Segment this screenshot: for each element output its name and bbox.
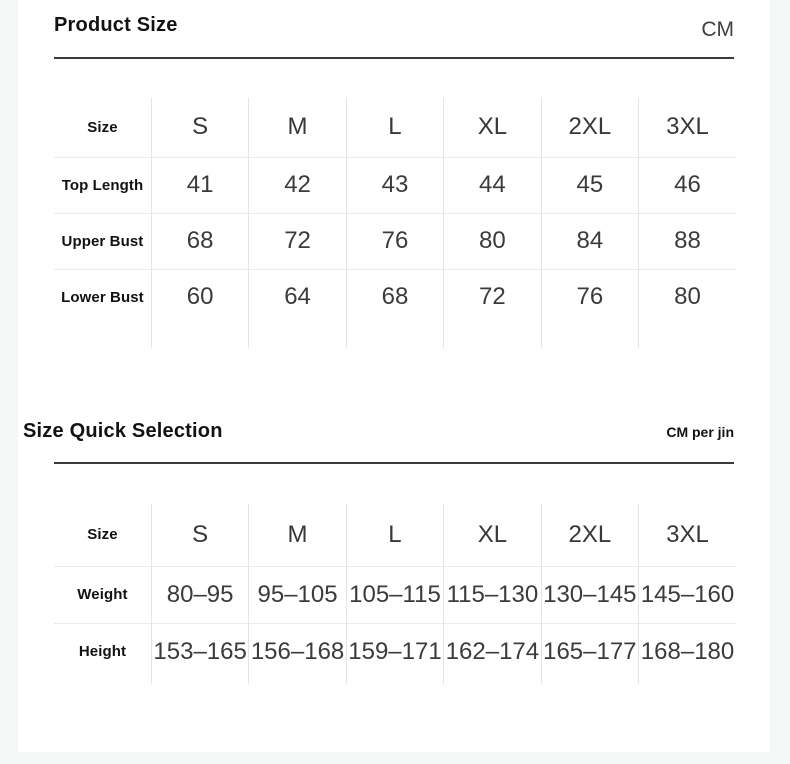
table-spacer-row <box>54 680 736 684</box>
cell-value: 115–130 <box>444 566 541 623</box>
cell-value: 46 <box>639 157 736 213</box>
cell-value: 76 <box>541 269 638 325</box>
spacer-cell <box>541 325 638 348</box>
cell-value: 68 <box>151 213 248 269</box>
spacer-cell <box>346 325 443 348</box>
size-column-header: L <box>346 504 443 566</box>
row-label: Upper Bust <box>54 213 151 269</box>
cell-value: 80 <box>639 269 736 325</box>
spacer-cell <box>151 325 248 348</box>
size-quick-selection-table <box>54 504 736 684</box>
size-column-header: 3XL <box>639 98 736 157</box>
cell-value: 64 <box>249 269 346 325</box>
table-header-row <box>54 98 736 157</box>
table-row <box>54 213 736 269</box>
cell-value: 68 <box>346 269 443 325</box>
unit-label-cm-per-jin: CM per jin <box>666 424 734 440</box>
cell-value: 80–95 <box>151 566 248 623</box>
size-column-header: S <box>151 98 248 157</box>
size-column-header: M <box>249 98 346 157</box>
row-label: Top Length <box>54 157 151 213</box>
cell-value: 145–160 <box>639 566 736 623</box>
title-underline-product-size <box>54 57 734 59</box>
row-label: Height <box>54 623 151 680</box>
size-header-label: Size <box>87 526 118 544</box>
table-row <box>54 157 736 213</box>
cell-value: 42 <box>249 157 346 213</box>
spacer-cell <box>639 680 736 684</box>
spacer-cell <box>151 680 248 684</box>
size-header-label: Size <box>87 118 118 136</box>
size-column-header: L <box>346 98 443 157</box>
cell-value: 80 <box>444 213 541 269</box>
size-column-header: S <box>151 504 248 566</box>
row-label: Lower Bust <box>54 269 151 325</box>
row-label: Weight <box>54 566 151 623</box>
cell-value: 88 <box>639 213 736 269</box>
table-row <box>54 623 736 680</box>
table-row <box>54 269 736 325</box>
spacer-cell <box>346 680 443 684</box>
cell-value: 60 <box>151 269 248 325</box>
cell-value: 45 <box>541 157 638 213</box>
cell-value: 159–171 <box>346 623 443 680</box>
table-row <box>54 566 736 623</box>
size-column-header: XL <box>444 98 541 157</box>
product-size-table <box>54 98 736 348</box>
spacer-cell <box>249 325 346 348</box>
size-chart-panel <box>18 0 770 752</box>
spacer-cell <box>54 680 151 684</box>
size-column-header: 2XL <box>541 504 638 566</box>
cell-value: 44 <box>444 157 541 213</box>
cell-value: 43 <box>346 157 443 213</box>
spacer-cell <box>639 325 736 348</box>
spacer-cell <box>249 680 346 684</box>
size-column-header: 2XL <box>541 98 638 157</box>
size-column-header: M <box>249 504 346 566</box>
cell-value: 84 <box>541 213 638 269</box>
cell-value: 72 <box>249 213 346 269</box>
cell-value: 130–145 <box>541 566 638 623</box>
cell-value: 76 <box>346 213 443 269</box>
size-column-header: 3XL <box>639 504 736 566</box>
cell-value: 165–177 <box>541 623 638 680</box>
cell-value: 168–180 <box>639 623 736 680</box>
product-size-header <box>54 0 734 57</box>
size-column-header: XL <box>444 504 541 566</box>
table-spacer-row <box>54 325 736 348</box>
cell-value: 156–168 <box>249 623 346 680</box>
size-quick-selection-header <box>23 419 734 443</box>
spacer-cell <box>444 680 541 684</box>
cell-value: 162–174 <box>444 623 541 680</box>
spacer-cell <box>54 325 151 348</box>
cell-value: 105–115 <box>346 566 443 623</box>
cell-value: 41 <box>151 157 248 213</box>
cell-value: 95–105 <box>249 566 346 623</box>
cell-value: 153–165 <box>151 623 248 680</box>
spacer-cell <box>541 680 638 684</box>
title-underline-size-quick-selection <box>54 462 734 464</box>
table-header-row <box>54 504 736 566</box>
unit-label-cm: CM <box>701 18 734 41</box>
section-title-product-size: Product Size <box>54 14 178 36</box>
cell-value: 72 <box>444 269 541 325</box>
spacer-cell <box>444 325 541 348</box>
section-title-size-quick-selection: Size Quick Selection <box>23 420 223 442</box>
